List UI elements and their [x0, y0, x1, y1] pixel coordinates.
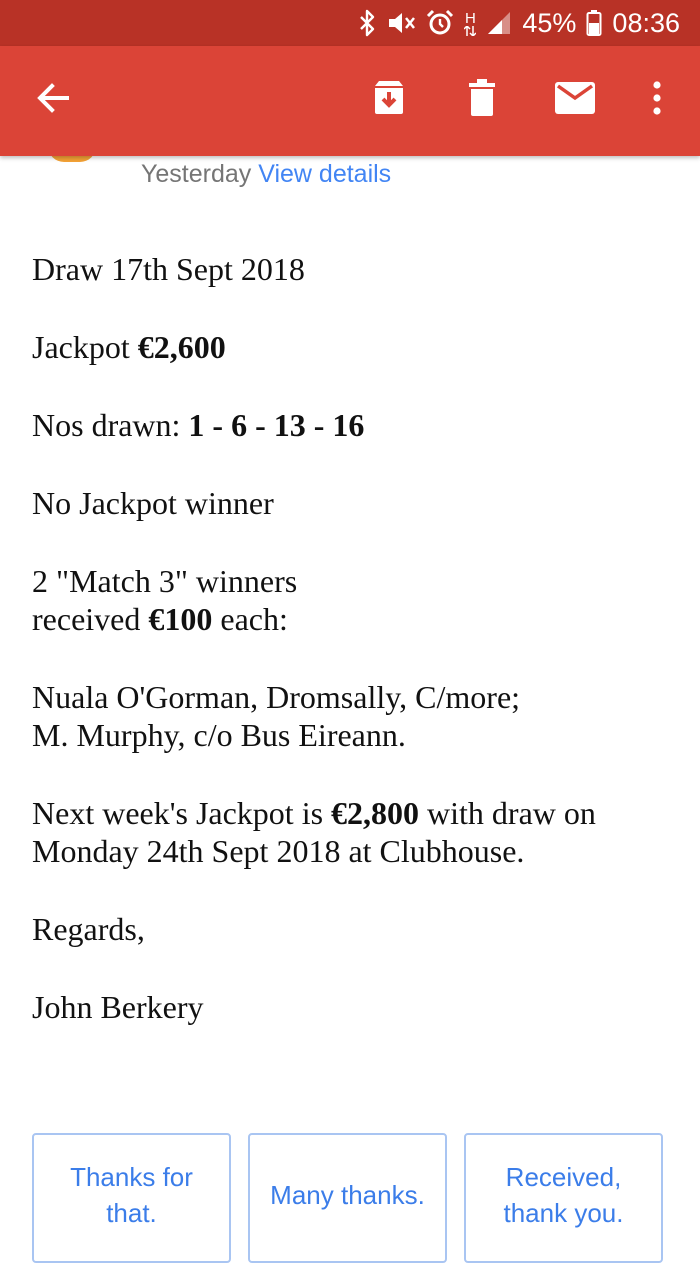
message-date-row [141, 160, 391, 189]
delete-icon [466, 79, 498, 122]
email-body [32, 250, 682, 1066]
smart-reply-label: Many thanks. [270, 1180, 425, 1210]
jackpot-label: Jackpot [32, 329, 138, 365]
winner-2: M. Murphy, c/o Bus Eireann. [32, 717, 406, 753]
status-bar [0, 0, 700, 46]
mark-unread-button[interactable] [545, 70, 605, 130]
jackpot-amount: €2,600 [137, 329, 226, 365]
next-jackpot-amount: €2,800 [331, 795, 420, 831]
match-winners-paragraph [32, 562, 682, 638]
network-type-label: H [464, 9, 476, 27]
no-winner-line: No Jackpot winner [32, 485, 274, 521]
numbers-drawn-label: Nos drawn: [32, 407, 189, 443]
message-date: Yesterday [141, 160, 252, 188]
smart-reply-label: Received, thank you. [503, 1162, 624, 1228]
signal-icon [486, 10, 512, 36]
archive-icon [371, 80, 407, 121]
jackpot-line [32, 328, 682, 366]
next-jackpot-suffix: with draw on Monday 24th Sept 2018 at Clubhouse. [32, 795, 596, 869]
smart-reply-label: Thanks for that. [70, 1162, 193, 1228]
numbers-drawn-line [32, 406, 682, 444]
app-toolbar [0, 46, 700, 156]
mark-unread-icon [555, 82, 595, 119]
received-prefix: received [32, 601, 149, 637]
battery-icon [586, 9, 602, 37]
clock: 08:36 [612, 7, 680, 38]
more-vert-icon [652, 81, 662, 120]
more-options-button[interactable] [627, 70, 687, 130]
bluetooth-icon [358, 9, 376, 37]
winner-1: Nuala O'Gorman, Dromsally, C/more; [32, 679, 521, 715]
network-type-icon [464, 11, 476, 36]
received-amount: €100 [148, 601, 213, 637]
alarm-icon [426, 9, 454, 37]
battery-percent: 45% [522, 7, 577, 38]
draw-date: Draw 17th Sept 2018 [32, 251, 305, 287]
back-button[interactable] [23, 70, 83, 130]
delete-button[interactable] [452, 70, 512, 130]
received-suffix: each: [212, 601, 288, 637]
view-details-link[interactable]: View details [258, 160, 392, 188]
next-jackpot-paragraph [32, 794, 682, 870]
back-arrow-icon [35, 80, 71, 121]
numbers-drawn-values: 1 - 6 - 13 - 16 [188, 407, 365, 443]
archive-button[interactable] [359, 70, 419, 130]
next-jackpot-prefix: Next week's Jackpot is [32, 795, 332, 831]
regards-line: Regards, [32, 911, 145, 947]
winners-list [32, 678, 682, 754]
status-icons [358, 0, 680, 46]
mute-icon [386, 9, 416, 37]
match-winners-line: 2 "Match 3" winners [32, 563, 298, 599]
signature: John Berkery [32, 989, 204, 1025]
